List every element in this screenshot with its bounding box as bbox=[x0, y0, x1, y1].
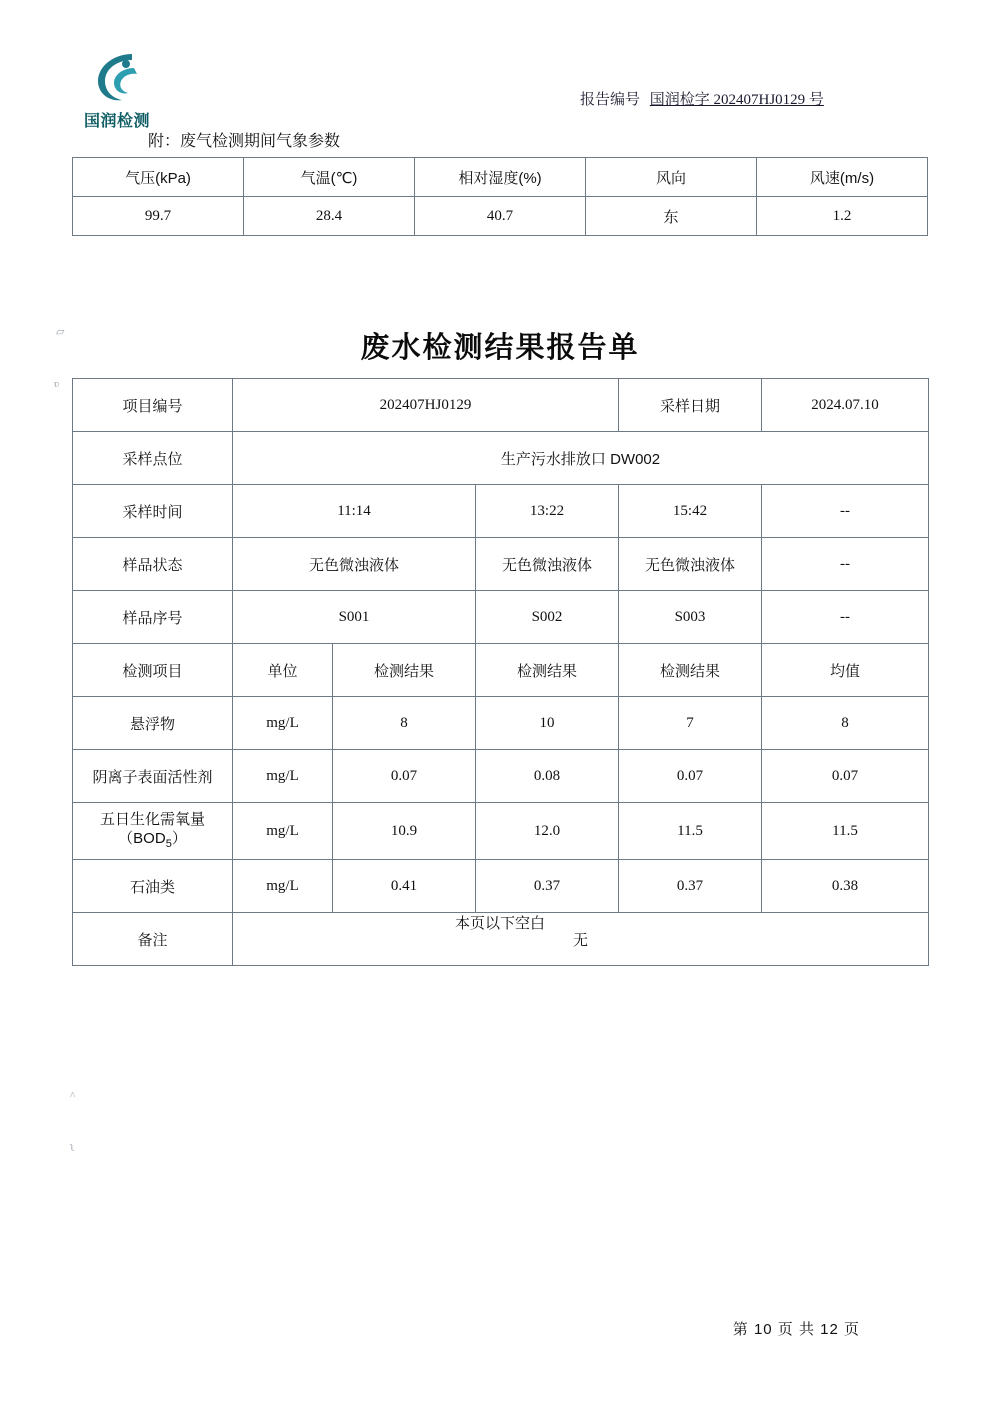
met-value-wind-direction: 东 bbox=[586, 197, 757, 236]
sample-time-3: 15:42 bbox=[619, 485, 762, 538]
table-row bbox=[73, 803, 929, 860]
wastewater-result-table bbox=[72, 378, 929, 966]
sample-state-2: 无色微浊液体 bbox=[476, 538, 619, 591]
item-result-2: 12.0 bbox=[476, 803, 619, 860]
item-result-1: 0.41 bbox=[333, 860, 476, 913]
item-result-1: 8 bbox=[333, 697, 476, 750]
table-row bbox=[73, 591, 929, 644]
item-result-3: 0.07 bbox=[619, 750, 762, 803]
met-value-wind-speed: 1.2 bbox=[757, 197, 928, 236]
item-average: 8 bbox=[762, 697, 929, 750]
met-value-temperature: 28.4 bbox=[244, 197, 415, 236]
remark-label: 备注 bbox=[73, 913, 233, 966]
sample-date-value: 2024.07.10 bbox=[762, 379, 929, 432]
sample-time-4: -- bbox=[762, 485, 929, 538]
scan-mark: ʋ bbox=[54, 378, 60, 390]
item-unit: mg/L bbox=[233, 860, 333, 913]
logo-glyph-icon bbox=[88, 48, 146, 106]
item-result-2: 0.37 bbox=[476, 860, 619, 913]
table-row bbox=[73, 860, 929, 913]
attachment-title: 附：废气检测期间气象参数 bbox=[148, 133, 341, 150]
col-header-average: 均值 bbox=[762, 644, 929, 697]
report-number-label: 报告编号 bbox=[580, 92, 641, 108]
table-row bbox=[73, 644, 929, 697]
sample-time-label: 采样时间 bbox=[73, 485, 233, 538]
logo-text: 国润检测 bbox=[83, 113, 150, 130]
report-number-value: 国润检字 202407HJ0129 号 bbox=[649, 92, 824, 108]
sample-seq-2: S002 bbox=[476, 591, 619, 644]
item-name-bod bbox=[73, 803, 233, 860]
document-header bbox=[0, 40, 1000, 130]
item-unit: mg/L bbox=[233, 750, 333, 803]
item-name: 阴离子表面活性剂 bbox=[73, 750, 233, 803]
sample-point-label: 采样点位 bbox=[73, 432, 233, 485]
item-unit: mg/L bbox=[233, 697, 333, 750]
sample-seq-1: S001 bbox=[233, 591, 476, 644]
sample-state-4: -- bbox=[762, 538, 929, 591]
sample-time-2: 13:22 bbox=[476, 485, 619, 538]
item-result-1: 0.07 bbox=[333, 750, 476, 803]
item-result-2: 0.08 bbox=[476, 750, 619, 803]
project-no-label: 项目编号 bbox=[73, 379, 233, 432]
scan-mark: ^ bbox=[70, 1090, 76, 1102]
table-row bbox=[73, 485, 929, 538]
scan-mark: ▱ bbox=[56, 326, 65, 338]
item-result-3: 0.37 bbox=[619, 860, 762, 913]
col-header-item: 检测项目 bbox=[73, 644, 233, 697]
table-row bbox=[73, 750, 929, 803]
table-row bbox=[73, 538, 929, 591]
item-average: 0.07 bbox=[762, 750, 929, 803]
report-number bbox=[580, 88, 824, 109]
page-footer: 第 10 页 共 12 页 bbox=[732, 1321, 860, 1338]
item-result-3: 7 bbox=[619, 697, 762, 750]
table-row bbox=[73, 379, 929, 432]
col-header-result-3: 检测结果 bbox=[619, 644, 762, 697]
item-name-line2: $(BOD_5)$ bbox=[118, 829, 187, 850]
table-row bbox=[73, 197, 928, 236]
met-header-wind-speed: 风速(m/s) bbox=[757, 158, 928, 197]
sample-seq-4: -- bbox=[762, 591, 929, 644]
met-value-humidity: 40.7 bbox=[415, 197, 586, 236]
item-name: 悬浮物 bbox=[73, 697, 233, 750]
page-title: 废水检测结果报告单 bbox=[360, 332, 640, 364]
remark-value: 无 bbox=[233, 913, 929, 966]
sample-point-value: 生产污水排放口 DW002 bbox=[233, 432, 929, 485]
project-no-value: 202407HJ0129 bbox=[233, 379, 619, 432]
col-header-result-1: 检测结果 bbox=[333, 644, 476, 697]
item-name-line1: 五日生化需氧量 bbox=[99, 810, 205, 828]
item-result-3: 11.5 bbox=[619, 803, 762, 860]
col-header-result-2: 检测结果 bbox=[476, 644, 619, 697]
company-logo bbox=[62, 48, 172, 131]
sample-seq-label: 样品序号 bbox=[73, 591, 233, 644]
table-row bbox=[73, 432, 929, 485]
item-unit: mg/L bbox=[233, 803, 333, 860]
scan-mark: ʅ bbox=[70, 1142, 75, 1154]
item-result-1: 10.9 bbox=[333, 803, 476, 860]
met-header-pressure: 气压(kPa) bbox=[73, 158, 244, 197]
sample-state-label: 样品状态 bbox=[73, 538, 233, 591]
item-average: 0.38 bbox=[762, 860, 929, 913]
met-header-wind-direction: 风向 bbox=[586, 158, 757, 197]
blank-page-note: 本页以下空白 bbox=[454, 915, 545, 932]
table-row bbox=[73, 158, 928, 197]
table-row bbox=[73, 697, 929, 750]
item-result-2: 10 bbox=[476, 697, 619, 750]
meteorological-table bbox=[72, 157, 928, 236]
sample-seq-3: S003 bbox=[619, 591, 762, 644]
sample-state-1: 无色微浊液体 bbox=[233, 538, 476, 591]
met-value-pressure: 99.7 bbox=[73, 197, 244, 236]
item-average: 11.5 bbox=[762, 803, 929, 860]
sample-date-label: 采样日期 bbox=[619, 379, 762, 432]
sample-state-3: 无色微浊液体 bbox=[619, 538, 762, 591]
met-header-humidity: 相对湿度(%) bbox=[415, 158, 586, 197]
sample-time-1: 11:14 bbox=[233, 485, 476, 538]
col-header-unit: 单位 bbox=[233, 644, 333, 697]
met-header-temperature: 气温(℃) bbox=[244, 158, 415, 197]
item-name: 石油类 bbox=[73, 860, 233, 913]
